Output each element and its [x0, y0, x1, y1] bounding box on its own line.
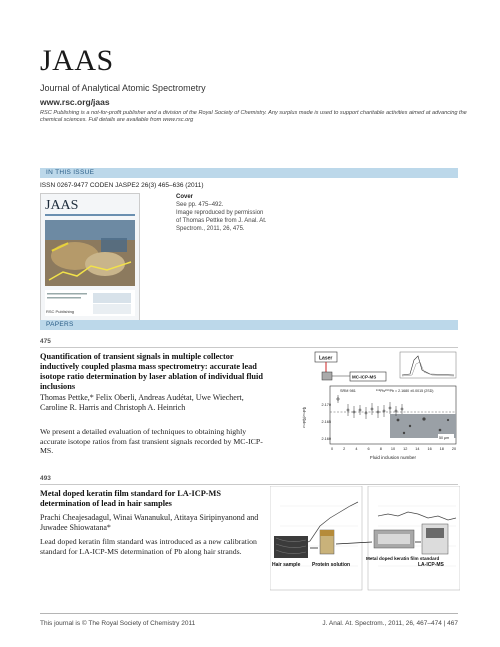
cover-journal-logo: JAAS	[45, 198, 79, 213]
scale-label: 50 μm	[439, 436, 450, 440]
journal-url[interactable]: www.rsc.org/jaas	[40, 97, 110, 107]
hair-sample-label: Hair sample	[272, 562, 301, 568]
cover-artwork	[41, 194, 139, 321]
y-axis-label: ²⁰⁸Pb/²⁰⁶Pb	[302, 406, 307, 428]
x-tick-8: 16	[427, 447, 432, 451]
paper-1-authors: Thomas Pettke,* Felix Oberli, Andreas Audétat, Uwe Wiechert, Caroline R. Harris and Christoph A. Heinrich	[40, 393, 244, 412]
journal-title: JAAS	[40, 44, 114, 77]
paper-2-divider	[40, 484, 458, 485]
papers-label: PAPERS	[46, 321, 74, 328]
paper-1-page: 475	[40, 338, 51, 345]
issn-line: ISSN 0267-9477 CODEN JASPE2 26(3) 465–636 (2011)	[40, 182, 204, 189]
y-tick-1: 2.165	[321, 420, 331, 424]
papers-bar	[40, 320, 458, 330]
x-tick-1: 2	[343, 447, 346, 451]
cover-image	[40, 193, 140, 322]
y-tick-2: 2.160	[321, 437, 331, 441]
ratio-equation: ²⁰⁸Pb/²⁰⁶Pb = 2.1680 ±0.0015 (2SD)	[376, 389, 434, 393]
x-tick-4: 8	[379, 447, 382, 451]
x-tick-6: 12	[403, 447, 408, 451]
x-tick-3: 6	[367, 447, 370, 451]
footer-divider	[40, 613, 458, 614]
paper-2-abstract: Lead doped keratin film standard was introduced as a new calibration standard for LA-ICP-MS determination of Pb along hair strands.	[40, 537, 257, 556]
paper-1-abstract: We present a detailed evaluation of techniques to obtaining highly accurate isotope ratios from fast transient signals recorded by MC-ICP-MS.	[40, 427, 263, 456]
footer-citation: J. Anal. At. Spectrom., 2011, 26, 467–474 | 467	[322, 620, 458, 627]
srm-label: SRM 981	[340, 389, 356, 393]
protein-solution-label: Protein solution	[312, 562, 351, 568]
cover-line-1: See pp. 475–492.	[176, 202, 224, 208]
film-standard-label: Metal doped keratin film standard	[366, 556, 440, 561]
paper-1-title[interactable]: Quantification of transient signals in multiple collector inductively coupled plasma mass spectrometry: accurate lead isotope ratio determination by laser ablation of individual fluid inclusions	[40, 352, 263, 391]
mcicpms-label: MC-ICP-MS	[352, 374, 377, 380]
cover-line-4: Spectrom., 2011, 26, 475.	[176, 226, 245, 232]
in-this-issue-bar	[40, 168, 458, 178]
paper-2-page: 493	[40, 475, 51, 482]
paper-2-authors: Prachi Cheajesadagul, Winai Wananukul, Atitaya Siripinyanond and Juwadee Shiowatana*	[40, 513, 259, 532]
x-tick-9: 18	[439, 447, 444, 451]
footer-copyright: This journal is © The Royal Society of Chemistry 2011	[40, 620, 196, 627]
laser-label: Laser	[319, 355, 333, 362]
cover-publisher-badge: RSC Publishing	[46, 309, 75, 314]
cover-line-3: of Thomas Pettke from J. Anal. At.	[176, 218, 267, 224]
x-tick-5: 10	[390, 447, 396, 451]
cover-heading: Cover	[176, 194, 194, 200]
journal-subtitle: Journal of Analytical Atomic Spectrometry	[40, 83, 206, 93]
in-this-issue-label: IN THIS ISSUE	[46, 169, 95, 176]
x-tick-0: 0	[330, 447, 334, 451]
x-axis-label: Fluid inclusion number	[370, 455, 416, 460]
cover-line-2: Image reproduced by permission	[176, 210, 264, 216]
paper-1-figure-svg	[300, 350, 460, 468]
paper-2-figure	[270, 486, 460, 592]
x-tick-2: 4	[355, 447, 358, 451]
x-tick-7: 14	[415, 447, 420, 451]
paper-1-figure	[300, 350, 460, 468]
paper-2-title[interactable]: Metal doped keratin film standard for LA-ICP-MS determination of lead in hair samples	[40, 489, 221, 508]
x-tick-10: 20	[451, 447, 457, 451]
y-tick-0: 2.170	[321, 403, 331, 407]
la-icp-ms-label: LA-ICP-MS	[418, 562, 444, 568]
cover-caption	[176, 193, 276, 233]
paper-2-figure-svg	[270, 486, 460, 592]
paper-1-divider	[40, 347, 458, 348]
publisher-note: RSC Publishing is a not-for-profit publisher and a division of the Royal Society of Chemistry. Any surplus made is used to support charitable activities aimed at advancing the chemical sciences. Full details are available from www.rsc.org	[40, 110, 467, 124]
